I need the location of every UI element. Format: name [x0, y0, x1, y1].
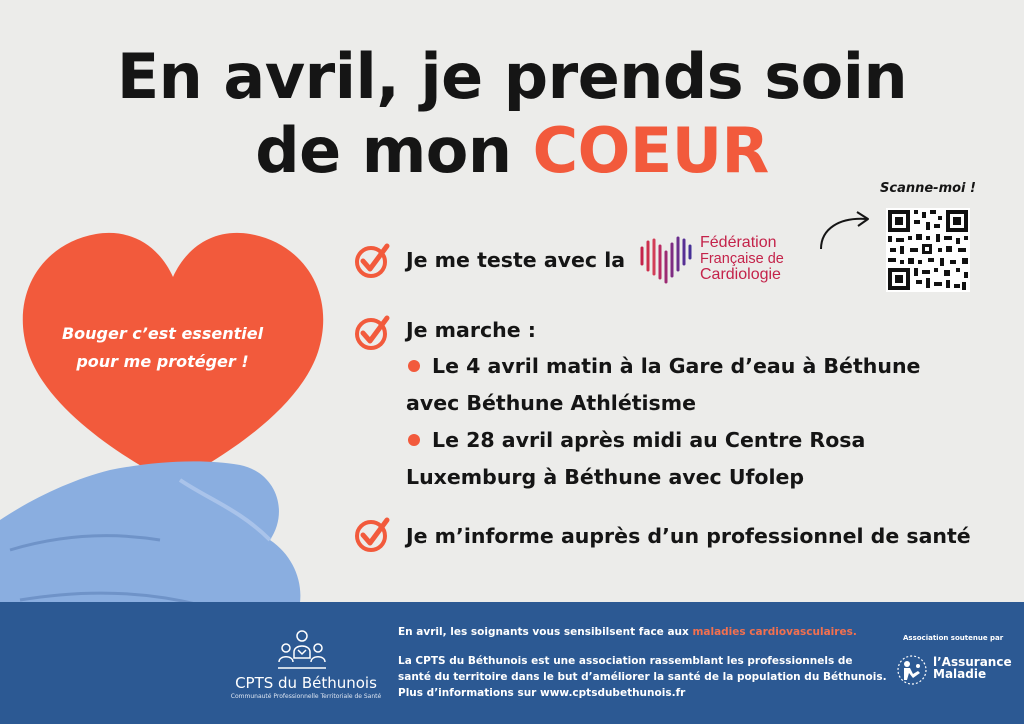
qr-code[interactable] — [886, 208, 970, 292]
checklist-item-inform: Je m’informe auprès d’un professionnel de santé — [406, 524, 971, 548]
heart-caption-line1: Bouger c’est essentiel — [61, 324, 264, 343]
bullet-dot — [408, 434, 420, 446]
qr-label: Scanne-moi ! — [880, 181, 976, 196]
ffc-line2: Française de — [700, 251, 784, 267]
walk-event-2-line2: Luxemburg à Béthune avec Ufolep — [406, 465, 805, 489]
cpts-logo — [274, 628, 330, 674]
title-line2 — [0, 114, 1024, 188]
check-circle-icon — [353, 514, 393, 554]
ffc-heart-logo — [638, 234, 694, 284]
heart-caption-line2: pour me protéger ! — [76, 352, 249, 371]
heart-caption — [40, 320, 285, 376]
title-line2-prefix: de mon — [255, 114, 512, 187]
page-title — [0, 40, 1024, 188]
checklist-item-test: Je me teste avec la — [406, 248, 626, 272]
assurance-maladie-logo — [896, 654, 928, 686]
check-circle-icon — [353, 240, 393, 280]
walk-event-1-line2: avec Béthune Athlétisme — [406, 391, 697, 415]
assurance-maladie-text — [933, 656, 1012, 680]
ffc-line3: Cardiologie — [700, 266, 781, 283]
association-label: Association soutenue par — [903, 634, 1004, 642]
am-line1: l’Assurance — [933, 655, 1012, 669]
cpts-name: CPTS du Béthunois — [235, 674, 377, 692]
footer-headline-highlight: maladies cardiovasculaires. — [692, 626, 857, 638]
title-line1: En avril, je prends soin — [116, 40, 908, 113]
footer-paragraph: La CPTS du Béthunois est une association rassemblant les professionnels de santé du territoire dans le but d’améliorer la santé de la population du Béthunois. Plus d’informations sur www.cptsdubethunois.fr — [398, 655, 887, 699]
walk-event-1-text1: Le 4 avril matin à la Gare d’eau à Béthune — [432, 354, 921, 378]
walk-event-2 — [406, 422, 865, 496]
walk-event-1-line1 — [406, 348, 920, 385]
footer-headline-prefix: En avril, les soignants vous sensibilsent face aux — [398, 626, 689, 638]
cpts-subtitle: Communauté Professionnelle Territoriale de Santé — [230, 693, 382, 700]
walk-event-2-text1: Le 28 avril après midi au Centre Rosa — [432, 428, 866, 452]
check-circle-icon — [353, 312, 393, 352]
am-line2: Maladie — [933, 667, 987, 681]
bullet-dot — [408, 360, 420, 372]
arrow-icon — [815, 205, 875, 255]
walk-event-2-line1 — [406, 422, 865, 459]
title-accent: COEUR — [532, 114, 769, 187]
walk-event-1 — [406, 348, 920, 422]
footer-headline — [398, 626, 857, 638]
ffc-logo-text — [700, 235, 784, 283]
checklist-item-walk: Je marche : — [406, 318, 536, 342]
ffc-line1: Fédération — [700, 234, 777, 251]
